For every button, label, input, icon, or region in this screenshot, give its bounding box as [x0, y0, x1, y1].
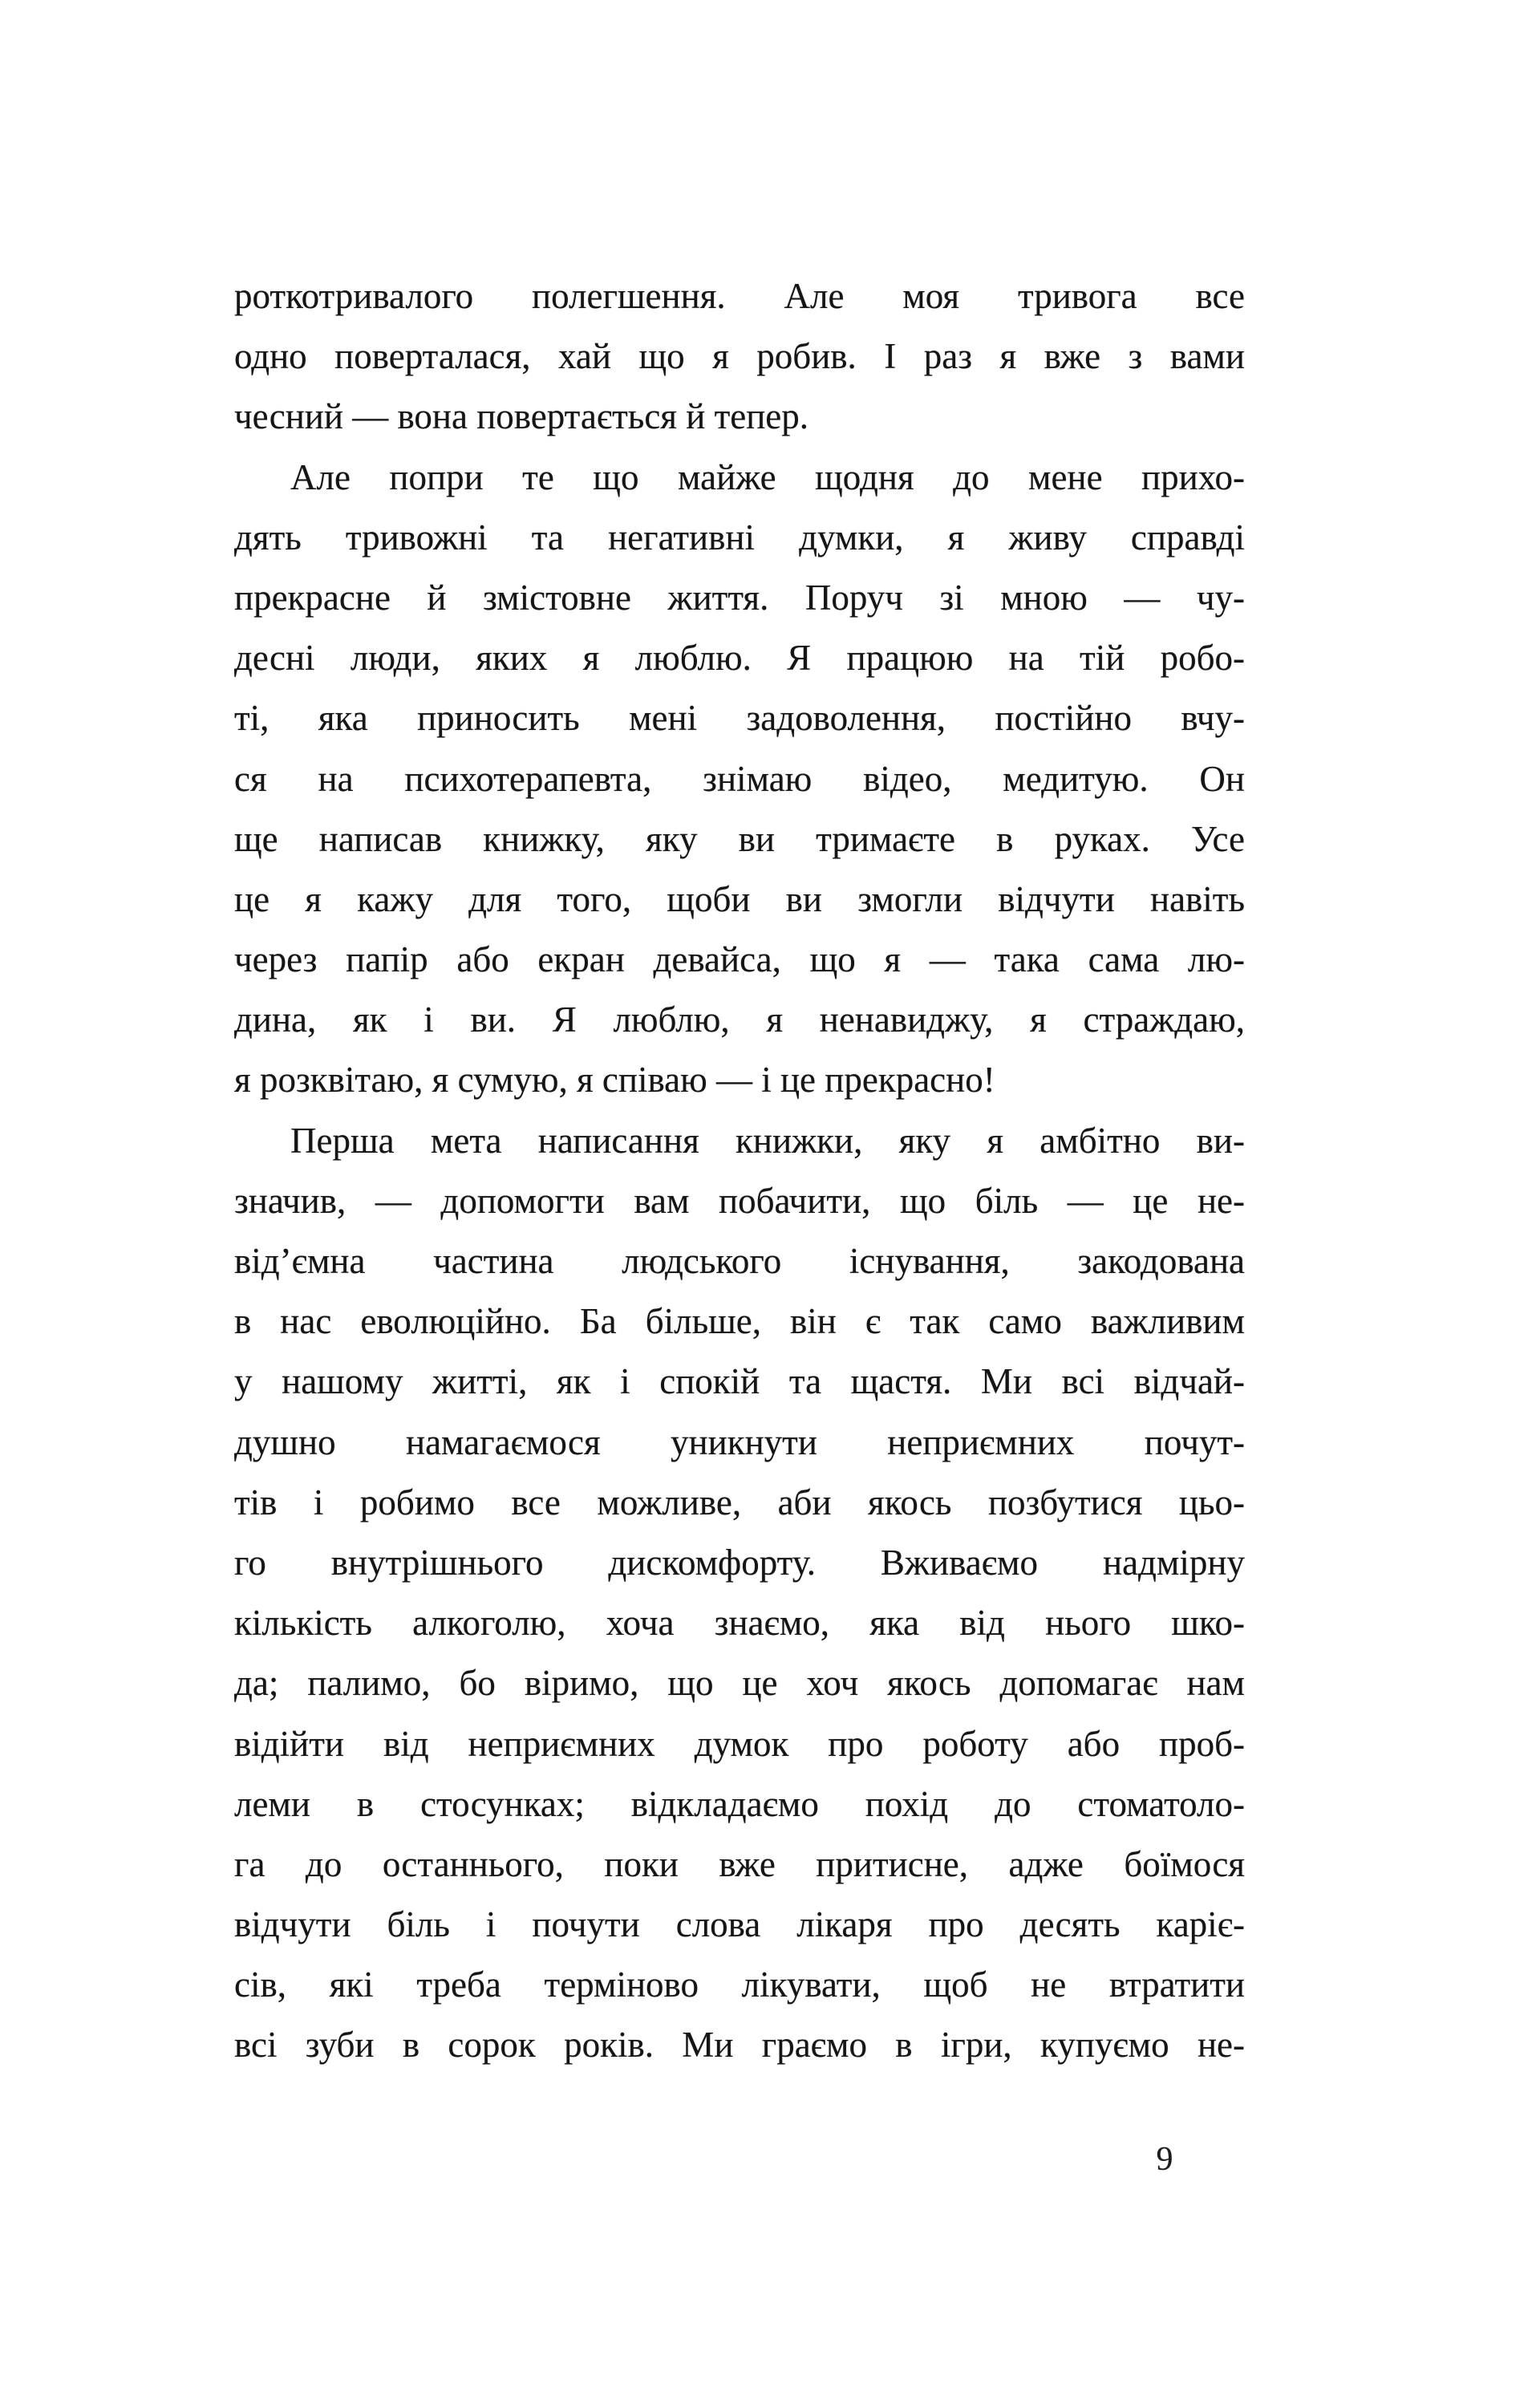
text-line: це я кажу для того, щоби ви змогли відчути навіть — [234, 878, 1245, 919]
text-line: відійти від неприємних думок про роботу або проб- — [234, 1723, 1245, 1764]
text-line: чесний — вона повертається й тепер. — [234, 396, 809, 437]
text-line: значив, — допомогти вам побачити, що біль — це не- — [234, 1180, 1245, 1221]
text-line: всі зуби в сорок років. Ми граємо в ігри, купуємо не- — [234, 2025, 1245, 2066]
text-line: тів і робимо все можливе, аби якось позбутися цьо- — [234, 1482, 1245, 1522]
text-line: відчути біль і почути слова лікаря про десять каріє- — [234, 1904, 1245, 1945]
text-line: дять тривожні та негативні думки, я живу справді — [234, 517, 1245, 557]
text-line: у нашому житті, як і спокій та щастя. Ми всі відчай- — [234, 1361, 1245, 1402]
text-line: Перша мета написання книжки, яку я амбітно ви- — [290, 1120, 1245, 1161]
text-line: сів, які треба терміново лікувати, щоб не втратити — [234, 1964, 1245, 2005]
text-line: ся на психотерапевта, знімаю відео, медитую. Он — [234, 758, 1245, 799]
text-line: дина, як і ви. Я люблю, я ненавиджу, я страждаю, — [234, 999, 1245, 1040]
page-number: 9 — [1156, 2141, 1173, 2178]
text-line: ще написав книжку, яку ви тримаєте в руках. Усе — [234, 818, 1245, 859]
text-line: леми в стосунках; відкладаємо похід до стоматоло- — [234, 1783, 1245, 1824]
text-line: від’ємна частина людського існування, закодована — [234, 1241, 1245, 1281]
text-line: одно поверталася, хай що я робив. І раз я вже з вами — [234, 336, 1245, 377]
text-line: в нас еволюційно. Ба більше, він є так само важливим — [234, 1301, 1245, 1342]
text-line: кількість алкоголю, хоча знаємо, яка від нього шко- — [234, 1603, 1245, 1644]
text-line: да; палимо, бо віримо, що це хоч якось допомагає нам — [234, 1663, 1245, 1704]
text-line: душно намагаємося уникнути неприємних почут- — [234, 1421, 1245, 1462]
text-line: роткотривалого полегшення. Але моя тривога все — [234, 276, 1245, 316]
text-line: го внутрішнього дискомфорту. Вживаємо надмірну — [234, 1542, 1245, 1583]
text-block — [234, 266, 1245, 2076]
text-line: через папір або екран девайса, що я — така сама лю- — [234, 939, 1245, 980]
text-line: прекрасне й змістовне життя. Поруч зі мною — чу- — [234, 577, 1245, 618]
text-line: десні люди, яких я люблю. Я працюю на тій робо- — [234, 638, 1245, 679]
text-line: ті, яка приносить мені задоволення, постійно вчу- — [234, 698, 1245, 739]
text-line: Але попри те що майже щодня до мене прихо- — [290, 456, 1245, 497]
text-line: га до останнього, поки вже притисне, адже боїмося — [234, 1843, 1245, 1884]
text-line: я розквітаю, я сумую, я співаю — і це прекрасно! — [234, 1060, 995, 1101]
